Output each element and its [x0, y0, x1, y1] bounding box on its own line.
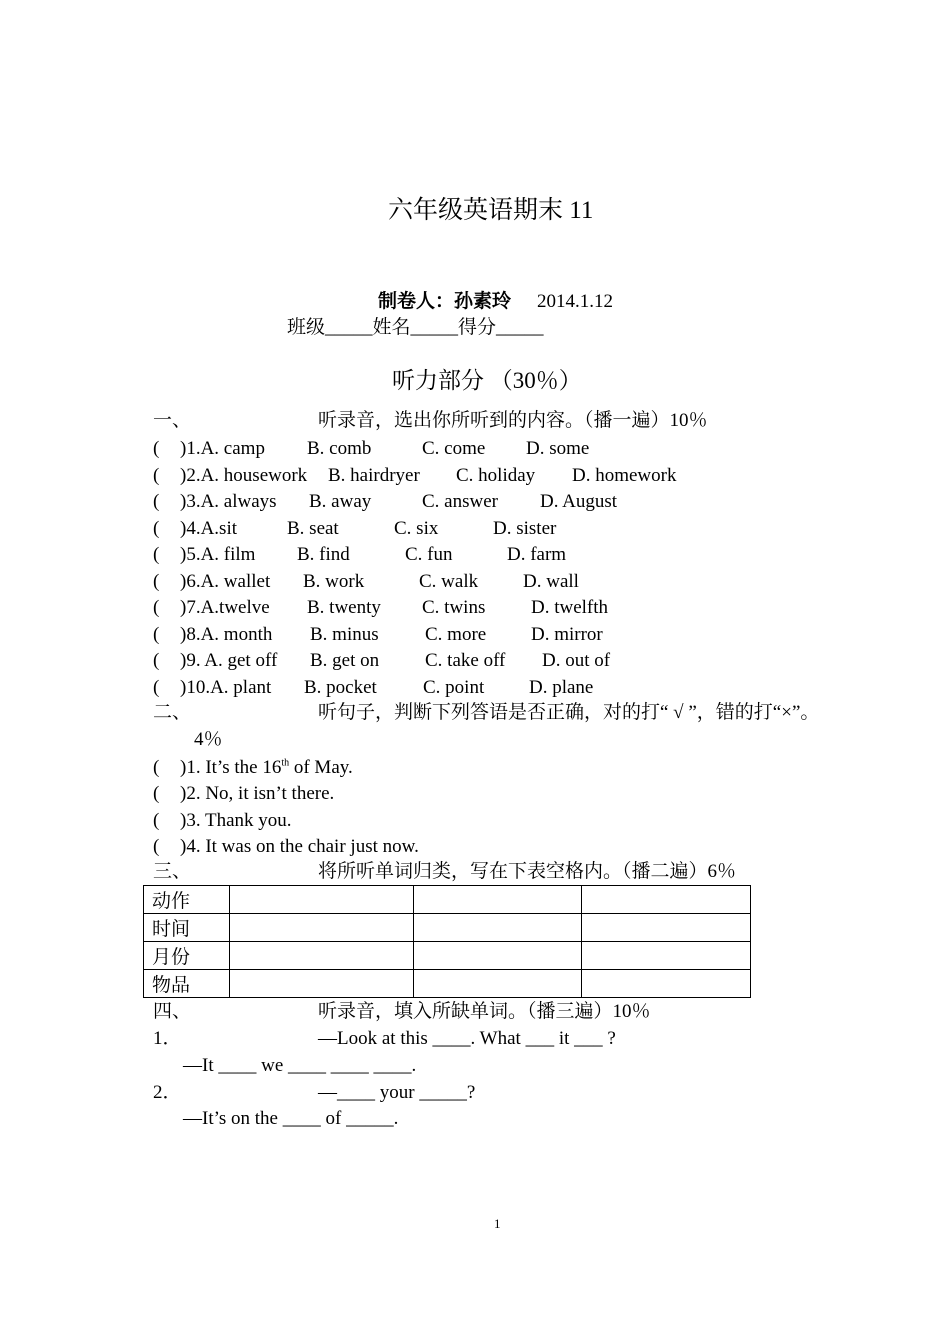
option-c: C. take off [425, 650, 506, 671]
answer-paren: ( [153, 438, 160, 459]
option-c: C. more [425, 624, 487, 645]
answer-paren: ( [153, 783, 160, 804]
row-label: 物品 [144, 970, 230, 998]
option-b: B. seat [287, 518, 339, 539]
row-label: 动作 [144, 886, 230, 914]
judgement-sentence: )3. Thank you. [180, 810, 292, 831]
section1-instruction: 听录音，选出你所听到的内容。（播一遍）10％ [318, 410, 708, 431]
judgement-sentence [180, 757, 353, 779]
option-a: )8.A. month [180, 624, 273, 645]
answer-paren: ( [153, 810, 160, 831]
option-d: D. farm [507, 544, 567, 565]
judgement-sentence: )2. No, it isn’t there. [180, 783, 335, 804]
answer-cell[interactable] [230, 970, 414, 998]
option-b: B. comb [307, 438, 372, 459]
answer-cell[interactable] [230, 942, 414, 970]
answer-cell[interactable] [582, 942, 751, 970]
table-row [144, 886, 751, 914]
answer-paren: ( [153, 491, 160, 512]
option-a: )4.A.sit [180, 518, 237, 539]
answer-cell[interactable] [414, 942, 582, 970]
judgement-sentence: )4. It was on the chair just now. [180, 836, 419, 857]
dialogue-line: —____ your _____? [318, 1082, 476, 1103]
option-b: B. twenty [307, 597, 381, 618]
option-a: )5.A. film [180, 544, 256, 565]
option-a: )6.A. wallet [180, 571, 271, 592]
answer-paren: ( [153, 836, 160, 857]
option-b: B. get on [310, 650, 380, 671]
answer-cell[interactable] [230, 914, 414, 942]
option-c: C. walk [419, 571, 479, 592]
student-info-line: 班级_____姓名_____得分_____ [287, 317, 544, 338]
page-title: 六年级英语期末 11 [388, 197, 594, 224]
answer-paren: ( [153, 518, 160, 539]
option-a: )10.A. plant [180, 677, 272, 698]
section1-number: 一、 [153, 410, 192, 431]
option-d: D. mirror [531, 624, 603, 645]
answer-cell[interactable] [582, 970, 751, 998]
exam-date: 2014.1.12 [537, 291, 613, 312]
answer-paren: ( [153, 571, 160, 592]
option-c: C. come [422, 438, 486, 459]
answer-paren: ( [153, 650, 160, 671]
option-b: B. find [297, 544, 350, 565]
option-c: C. holiday [456, 465, 536, 486]
section4-number: 四、 [153, 1001, 192, 1022]
section3-number: 三、 [153, 861, 192, 882]
author-line: 制卷人：孙素玲 [378, 291, 512, 312]
option-a: )9. A. get off [180, 650, 278, 671]
section2-number: 二、 [153, 702, 192, 723]
answer-cell[interactable] [414, 886, 582, 914]
option-d: D. out of [542, 650, 611, 671]
answer-paren: ( [153, 624, 160, 645]
answer-paren: ( [153, 597, 160, 618]
option-a: )2.A. housework [180, 465, 308, 486]
sentence-part: of May. [289, 757, 353, 778]
answer-paren: ( [153, 677, 160, 698]
answer-cell[interactable] [414, 914, 582, 942]
section4-instruction: 听录音，填入所缺单词。（播三遍）10％ [318, 1001, 651, 1022]
listening-heading: 听力部分 （30％） [392, 368, 582, 393]
answer-paren: ( [153, 544, 160, 565]
option-a: )7.A.twelve [180, 597, 270, 618]
option-a: )1.A. camp [180, 438, 265, 459]
answer-paren: ( [153, 757, 160, 778]
option-d: D. sister [493, 518, 557, 539]
answer-paren: ( [153, 465, 160, 486]
ordinal-suffix: th [281, 757, 290, 769]
classification-table [143, 885, 751, 998]
option-d: D. plane [529, 677, 594, 698]
option-c: C. point [423, 677, 485, 698]
sentence-part: )1. It’s the 16 [180, 757, 282, 778]
option-d: D. wall [523, 571, 579, 592]
option-d: D. some [526, 438, 590, 459]
answer-cell[interactable] [230, 886, 414, 914]
dialogue-line: —It’s on the ____ of _____. [183, 1108, 399, 1129]
section3-instruction: 将所听单词归类，写在下表空格内。（播二遍）6％ [318, 861, 737, 882]
table-row [144, 942, 751, 970]
option-c: C. twins [422, 597, 486, 618]
option-c: C. fun [405, 544, 453, 565]
row-label: 月份 [144, 942, 230, 970]
answer-cell[interactable] [582, 886, 751, 914]
question-number: 1． [153, 1028, 182, 1049]
question-number: 2． [153, 1082, 182, 1103]
section2-score: 4％ [194, 729, 223, 750]
row-label: 时间 [144, 914, 230, 942]
option-c: C. answer [422, 491, 498, 512]
answer-cell[interactable] [582, 914, 751, 942]
option-b: B. minus [310, 624, 379, 645]
option-b: B. hairdryer [328, 465, 420, 486]
option-a: )3.A. always [180, 491, 277, 512]
option-d: D. twelfth [531, 597, 609, 618]
table-row [144, 970, 751, 998]
table-row [144, 914, 751, 942]
section2-instruction: 听句子，判断下列答语是否正确，对的打“ √ ”，错的打“×”。 [318, 702, 820, 723]
dialogue-line: —It ____ we ____ ____ ____. [183, 1055, 417, 1076]
option-d: D. August [540, 491, 618, 512]
page-number: 1 [494, 1216, 501, 1231]
answer-cell[interactable] [414, 970, 582, 998]
option-b: B. away [309, 491, 372, 512]
option-d: D. homework [572, 465, 677, 486]
option-b: B. work [303, 571, 365, 592]
option-b: B. pocket [304, 677, 377, 698]
option-c: C. six [394, 518, 439, 539]
dialogue-line: —Look at this ____. What ___ it ___ ? [318, 1028, 616, 1049]
